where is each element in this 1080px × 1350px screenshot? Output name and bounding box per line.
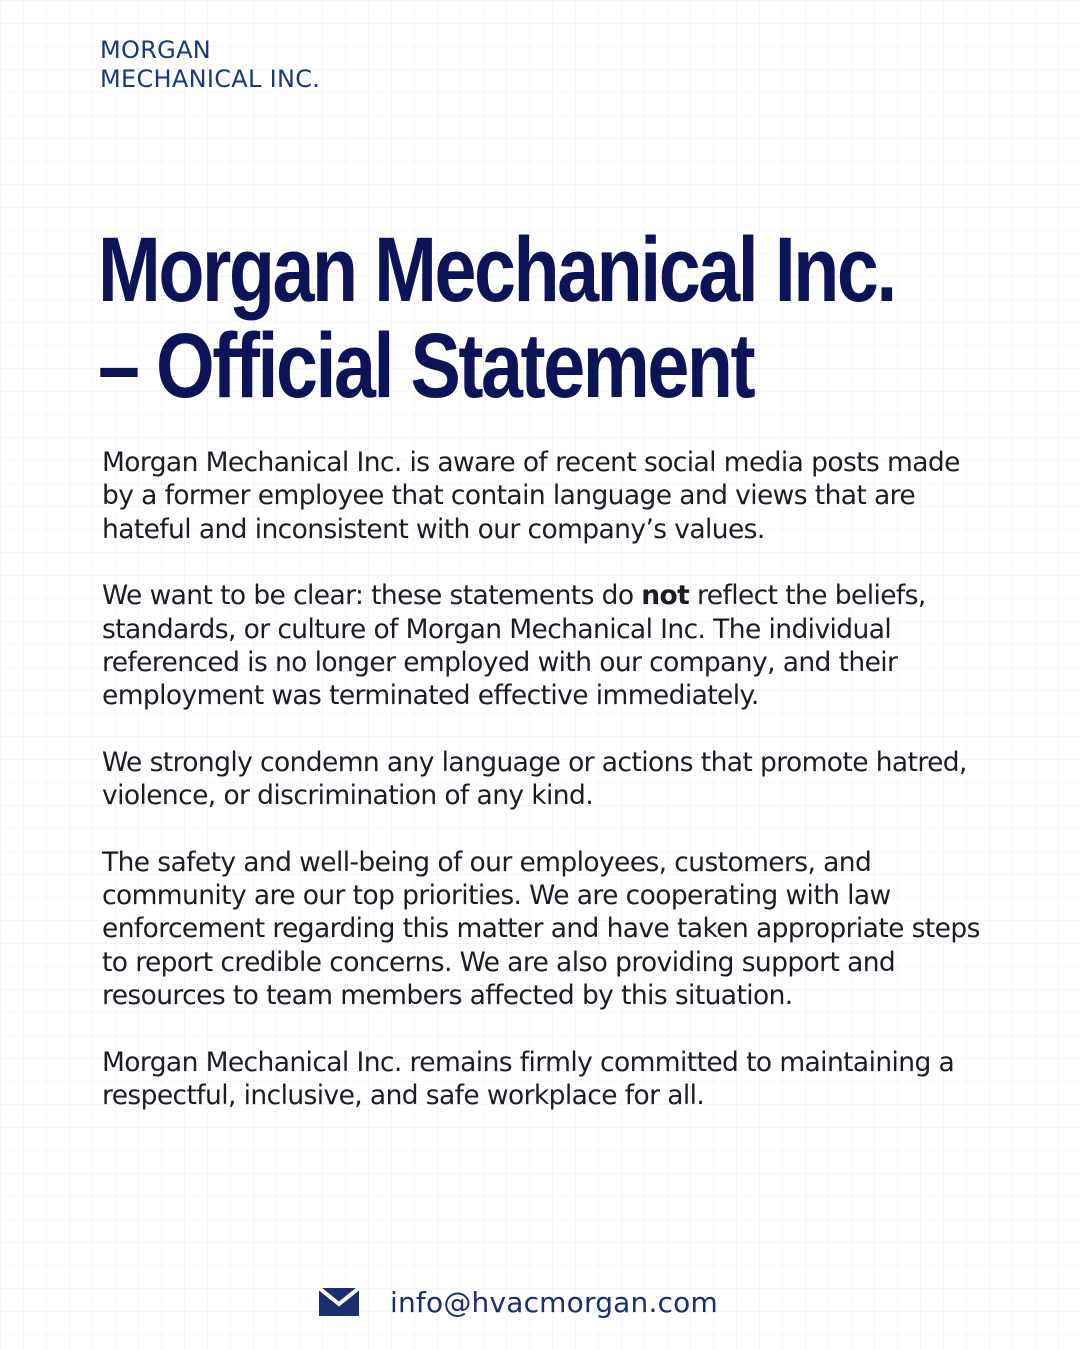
paragraph-condemnation: We strongly condemn any language or actions that promote hatred, violence, or discrimination of any kind. bbox=[102, 746, 967, 812]
mail-icon bbox=[318, 1287, 360, 1317]
statement-headline bbox=[98, 219, 895, 417]
statement-body bbox=[102, 446, 982, 1146]
logo-line-1: MORGAN bbox=[100, 36, 212, 64]
logo-line-2: MECHANICAL INC. bbox=[100, 65, 321, 93]
emphasis-not: not bbox=[641, 580, 690, 612]
paragraph-safety: The safety and well-being of our employees, customers, and community are our top priorities. We are cooperating with law enforcement regarding this matter and have taken appropriate steps to report credible concerns. We are also providing support and resources to team members affected by this situation. bbox=[102, 846, 980, 1012]
headline-line-2: – Official Statement bbox=[98, 315, 754, 417]
contact-email-link[interactable]: info@hvacmorgan.com bbox=[390, 1285, 718, 1319]
paragraph-clarification bbox=[102, 579, 982, 713]
company-logo bbox=[100, 36, 320, 94]
headline-line-1: Morgan Mechanical Inc. bbox=[98, 219, 895, 321]
clarification-text-start: We want to be clear: these statements do bbox=[102, 580, 642, 612]
paragraph-awareness: Morgan Mechanical Inc. is aware of recent social media posts made by a former employee that contain language and views that are hateful and inconsistent with our company’s values. bbox=[102, 447, 960, 545]
paragraph-commitment: Morgan Mechanical Inc. remains firmly committed to maintaining a respectful, inclusive, and safe workplace for all. bbox=[102, 1046, 955, 1112]
contact-row bbox=[318, 1278, 718, 1326]
clarification-text-end: reflect the beliefs, standards, or culture of Morgan Mechanical Inc. The individual referenced is no longer employed with our company, and their employment was terminated effective immediately. bbox=[102, 580, 926, 712]
